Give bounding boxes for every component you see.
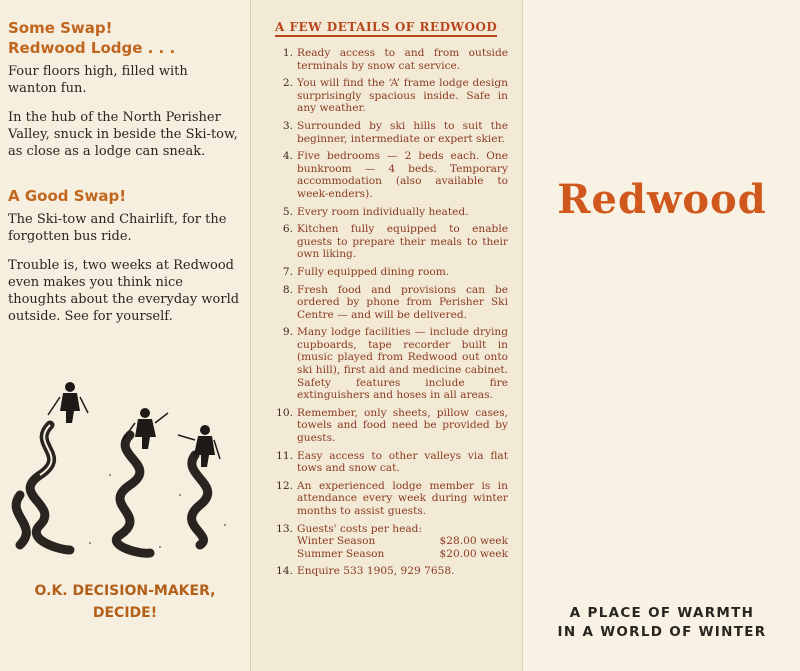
list-item: 8. Fresh food and provisions can be ordered by phone from Perisher Ski Centre — and will be delivered. xyxy=(282,283,508,321)
heading-some-swap: Some Swap! xyxy=(8,19,113,37)
middle-panel xyxy=(250,0,522,671)
cost-summer-value: $20.00 week xyxy=(439,547,508,560)
decision-line-2: DECIDE! xyxy=(92,605,158,621)
list-item: 6. Kitchen fully equipped to enable guests to prepare their meals to their own liking. xyxy=(282,223,508,261)
list-item-costs: 13. Guests' costs per head: Winter Season $28.00 week Summer Season $20.00 week xyxy=(276,522,508,560)
tagline-line-1: A PLACE OF WARMTH xyxy=(569,605,755,621)
list-item: 7. Fully equipped dining room. xyxy=(282,265,450,278)
right-panel xyxy=(522,0,800,671)
heading-good-swap: A Good Swap! xyxy=(8,187,127,205)
decision-maker-callout xyxy=(0,580,250,624)
brand-title: Redwood xyxy=(557,176,767,223)
para-ski-tow: The Ski-tow and Chairlift, for the forgotten bus ride. xyxy=(8,212,227,244)
cost-winter xyxy=(297,535,508,548)
list-item: 10. Remember, only sheets, pillow cases, towels and food need be provided by guests. xyxy=(276,406,508,445)
cost-summer xyxy=(297,548,508,561)
list-item: 1. Ready access to and from outside terminals by snow cat service. xyxy=(282,47,508,72)
cost-winter-value: $28.00 week xyxy=(439,535,508,548)
list-item: 11. Easy access to other valleys via flat tows and snow cat. xyxy=(276,449,508,475)
tagline-line-2: IN A WORLD OF WINTER xyxy=(557,624,767,640)
cost-winter-label: Winter Season xyxy=(297,535,376,548)
list-item: 5. Every room individually heated. xyxy=(282,205,469,218)
para-trouble: Trouble is, two weeks at Redwood even makes you think nice thoughts about the everyday world outside. See for yourself. xyxy=(8,258,240,324)
cost-summer-label: Summer Season xyxy=(297,547,385,560)
list-item: 12. An experienced lodge member is in attendance every week during winter months to assist guests. xyxy=(276,479,508,517)
details-title: A FEW DETAILS OF REDWOOD xyxy=(275,20,497,37)
para-hub: In the hub of the North Perisher Valley, snuck in beside the Ski-tow, as close as a lodge can sneak. xyxy=(8,110,238,159)
tagline xyxy=(523,604,800,642)
list-item: 3. Surrounded by ski hills to suit the beginner, intermediate or expert skier. xyxy=(282,119,508,145)
skiers-illustration xyxy=(0,375,250,575)
list-item: 2. You will find the ‘A’ frame lodge design surprisingly spacious inside. Safe in any weather. xyxy=(282,77,508,115)
list-item: 4. Five bedrooms — 2 beds each. One bunkroom — 4 beds. Temporary accommodation (also available to week-enders). xyxy=(282,150,508,200)
left-panel xyxy=(0,0,250,671)
list-item: 9. Many lodge facilities — include drying cupboards, tape recorder built in (music played from Redwood out onto ski hill), first aid and medicine cabinet. Safety features include fire extinguishers and hoses in all areas. xyxy=(282,326,508,402)
costs-heading: Guests' costs per head: xyxy=(297,522,423,535)
details-list xyxy=(275,47,508,578)
list-item-enquire: 14. Enquire 533 1905, 929 7658. xyxy=(276,565,455,578)
decision-line-1: O.K. DECISION-MAKER, xyxy=(34,583,216,599)
para-four-floors: Four floors high, filled with wanton fun. xyxy=(8,64,188,96)
heading-redwood-lodge: Redwood Lodge . . . xyxy=(8,39,176,57)
